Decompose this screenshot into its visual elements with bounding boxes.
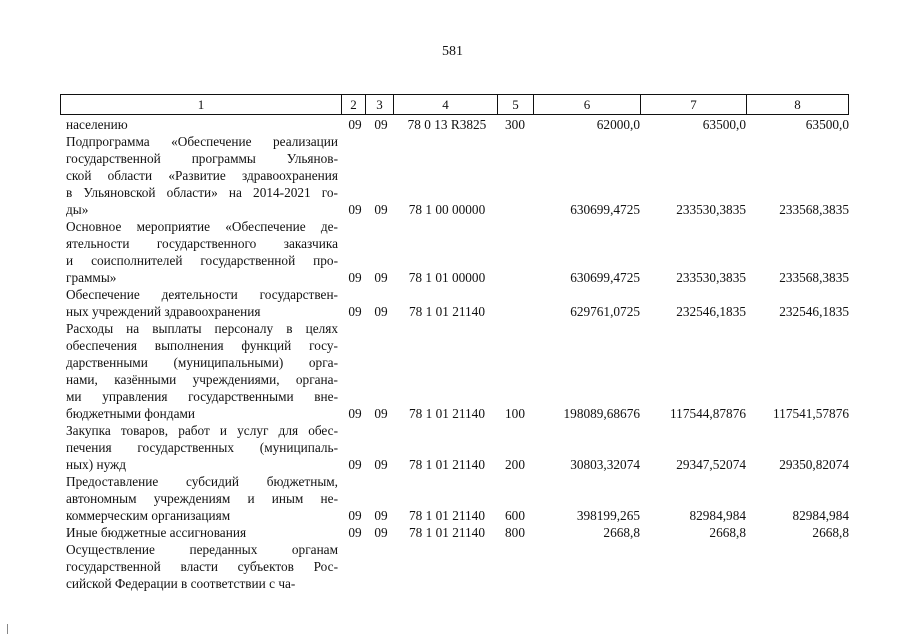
section-code: 09: [348, 508, 362, 523]
target-article-code: 78 1 01 21140: [409, 457, 485, 472]
row-description-line: в Ульяновской области» на 2014-2021 го-: [66, 185, 338, 200]
amount-col-8: 233568,3835: [779, 202, 849, 217]
section-code: 09: [348, 525, 362, 540]
subsection-code: 09: [374, 304, 388, 319]
target-article-code: 78 1 01 21140: [409, 304, 485, 319]
page-number: 581: [442, 44, 463, 59]
row-description-line: коммерческим организациям: [66, 508, 231, 523]
amount-col-7: 233530,3835: [676, 270, 746, 285]
header-cell-7: 7: [640, 95, 746, 114]
subsection-code: 09: [374, 270, 388, 285]
header-cell-5: 5: [497, 95, 533, 114]
expense-type-code: 600: [505, 508, 525, 523]
target-article-code: 78 1 01 21140: [409, 406, 485, 421]
subsection-code: 09: [374, 457, 388, 472]
target-article-code: 78 1 01 00000: [408, 270, 486, 285]
section-code: 09: [348, 457, 362, 472]
row-description-line: Закупка товаров, работ и услуг для обес-: [66, 423, 338, 438]
row-description-line: обеспечения выполнения функций госу-: [66, 338, 338, 353]
table-header: [60, 94, 849, 115]
row-description-line: государственной программы Ульянов-: [66, 151, 338, 166]
amount-col-7: 29347,52074: [676, 457, 746, 472]
row-description-line: государственной власти субъектов Рос-: [66, 559, 338, 574]
header-cell-4: 4: [393, 95, 497, 114]
amount-col-7: 233530,3835: [676, 202, 746, 217]
row-description-line: Обеспечение деятельности государствен-: [66, 287, 338, 302]
amount-col-7: 63500,0: [702, 117, 746, 132]
row-description-line: ных учреждений здравоохранения: [66, 304, 261, 319]
header-cell-1: 1: [60, 95, 341, 114]
subsection-code: 09: [374, 508, 388, 523]
row-description-line: Основное мероприятие «Обеспечение де-: [66, 219, 338, 234]
section-code: 09: [348, 304, 362, 319]
row-description-line: населению: [66, 117, 128, 132]
subsection-code: 09: [374, 117, 388, 132]
row-description-line: Предоставление субсидий бюджетным,: [66, 474, 338, 489]
section-code: 09: [348, 202, 362, 217]
section-code: 09: [348, 117, 362, 132]
section-code: 09: [348, 270, 362, 285]
amount-col-8: 233568,3835: [779, 270, 849, 285]
amount-col-6: 30803,32074: [570, 457, 640, 472]
row-description-line: Подпрограмма «Обеспечение реализации: [66, 134, 338, 149]
expense-type-code: 300: [505, 117, 525, 132]
expense-type-code: 800: [505, 525, 525, 540]
amount-col-8: 29350,82074: [779, 457, 849, 472]
amount-col-6: 630699,4725: [570, 270, 640, 285]
amount-col-6: 630699,4725: [570, 202, 640, 217]
target-article-code: 78 1 01 21140: [409, 525, 485, 540]
target-article-code: 78 1 01 21140: [409, 508, 485, 523]
target-article-code: 78 0 13 R3825: [407, 117, 487, 132]
amount-col-6: 398199,265: [576, 508, 640, 523]
amount-col-7: 232546,1835: [676, 304, 746, 319]
row-description-line: автономным учреждениям и иным не-: [66, 491, 338, 506]
amount-col-6: 62000,0: [596, 117, 640, 132]
expense-type-code: 200: [505, 457, 525, 472]
margin-mark: [7, 624, 8, 634]
row-description-line: дарственными (муниципальными) орга-: [66, 355, 338, 370]
subsection-code: 09: [374, 406, 388, 421]
header-cell-2: 2: [341, 95, 365, 114]
amount-col-8: 63500,0: [805, 117, 849, 132]
amount-col-6: 629761,0725: [570, 304, 640, 319]
row-description-line: и соисполнителей государственной про-: [66, 253, 338, 268]
row-description-line: ской области «Развитие здравоохранения: [66, 168, 338, 183]
amount-col-6: 198089,68676: [563, 406, 640, 421]
subsection-code: 09: [374, 202, 388, 217]
amount-col-8: 2668,8: [812, 525, 849, 540]
row-description-line: ятельности государственного заказчика: [66, 236, 338, 251]
row-description-line: бюджетными фондами: [66, 406, 195, 421]
header-cell-8: 8: [746, 95, 849, 114]
expense-type-code: 100: [505, 406, 525, 421]
amount-col-7: 82984,984: [689, 508, 746, 523]
row-description-line: Осуществление переданных органам: [66, 542, 338, 557]
amount-col-8: 82984,984: [792, 508, 849, 523]
header-cell-6: 6: [533, 95, 640, 114]
row-description-line: ды»: [66, 202, 89, 217]
row-description-line: сийской Федерации в соответствии с ча-: [66, 576, 296, 591]
amount-col-7: 2668,8: [709, 525, 746, 540]
section-code: 09: [348, 406, 362, 421]
row-description-line: Иные бюджетные ассигнования: [66, 525, 247, 540]
amount-col-8: 117541,57876: [773, 406, 849, 421]
header-cell-3: 3: [365, 95, 393, 114]
row-description-line: нами, казёнными учреждениями, органа-: [66, 372, 338, 387]
row-description-line: Расходы на выплаты персоналу в целях: [66, 321, 338, 336]
amount-col-6: 2668,8: [603, 525, 640, 540]
row-description-line: ми управления государственными вне-: [66, 389, 338, 404]
amount-col-7: 117544,87876: [670, 406, 746, 421]
row-description-line: печения государственных (муниципаль-: [66, 440, 338, 455]
row-description-line: граммы»: [66, 270, 117, 285]
amount-col-8: 232546,1835: [779, 304, 849, 319]
subsection-code: 09: [374, 525, 388, 540]
row-description-line: ных) нужд: [66, 457, 126, 472]
target-article-code: 78 1 00 00000: [408, 202, 486, 217]
